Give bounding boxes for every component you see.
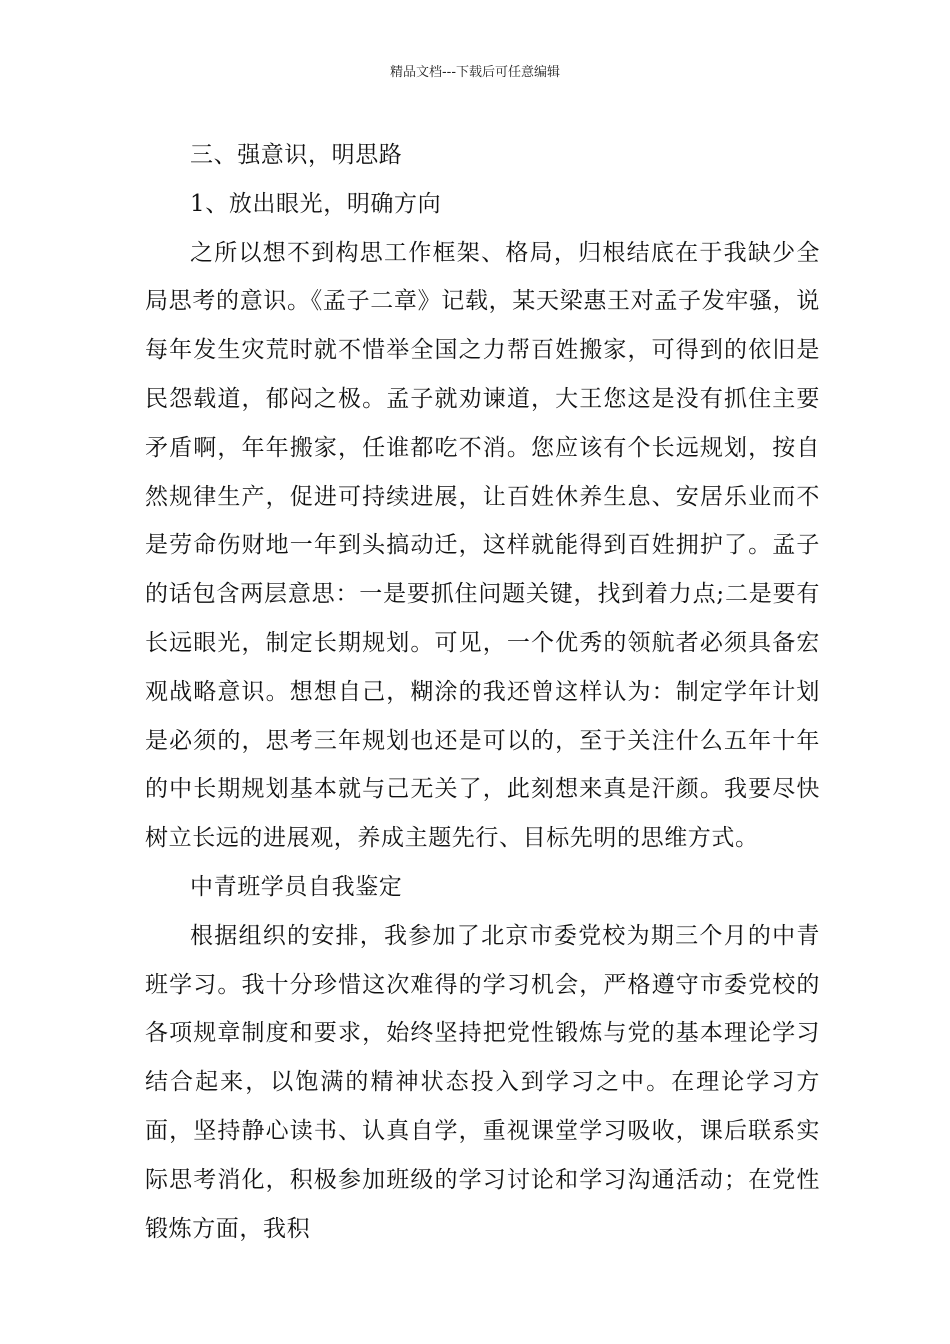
body-paragraph: 之所以想不到构思工作框架、格局，归根结底在于我缺少全局思考的意识。《孟子二章》记载，某天梁惠王对孟子发牢骚，说每年发生灾荒时就不惜举全国之力帮百姓搬家，可得到的依旧是民怨载道，郁闷之极。孟子就劝谏道，大王您这是没有抓住主要矛盾啊，年年搬家，任谁都吃不消。您应该有个长远规划，按自然规律生产，促进可持续进展，让百姓休养生息、安居乐业而不是劳命伤财地一年到头搞动迁，这样就能得到百姓拥护了。孟子的话包含两层意思：一是要抓住问题关键，找到着力点;二是要有长远眼光，制定长期规划。可见，一个优秀的领航者必须具备宏观战略意识。想想自己，糊涂的我还曾这样认为：制定学年计划是必须的，思考三年规划也还是可以的，至于关注什么五年十年的中长期规划基本就与己无关了，此刻想来真是汗颜。我要尽快树立长远的进展观，养成主题先行、目标先明的思维方式。 — [145, 239, 820, 852]
page-header: 精品文档---下载后可任意编辑 — [389, 65, 561, 80]
document-body — [145, 131, 820, 1253]
section-heading: 三、强意识，明思路 — [190, 142, 403, 168]
subsection-heading: 1、放出眼光，明确方向 — [190, 190, 442, 217]
body-paragraph: 根据组织的安排，我参加了北京市委党校为期三个月的中青班学习。我十分珍惜这次难得的学习机会，严格遵守市委党校的各项规章制度和要求，始终坚持把党性锻炼与党的基本理论学习结合起来，以饱满的精神状态投入到学习之中。在理论学习方面，坚持静心读书、认真自学，重视课堂学习吸收，课后联系实际思考消化，积极参加班级的学习讨论和学习沟通活动；在党性锻炼方面，我积 — [145, 922, 820, 1242]
article-title: 中青班学员自我鉴定 — [190, 873, 403, 900]
